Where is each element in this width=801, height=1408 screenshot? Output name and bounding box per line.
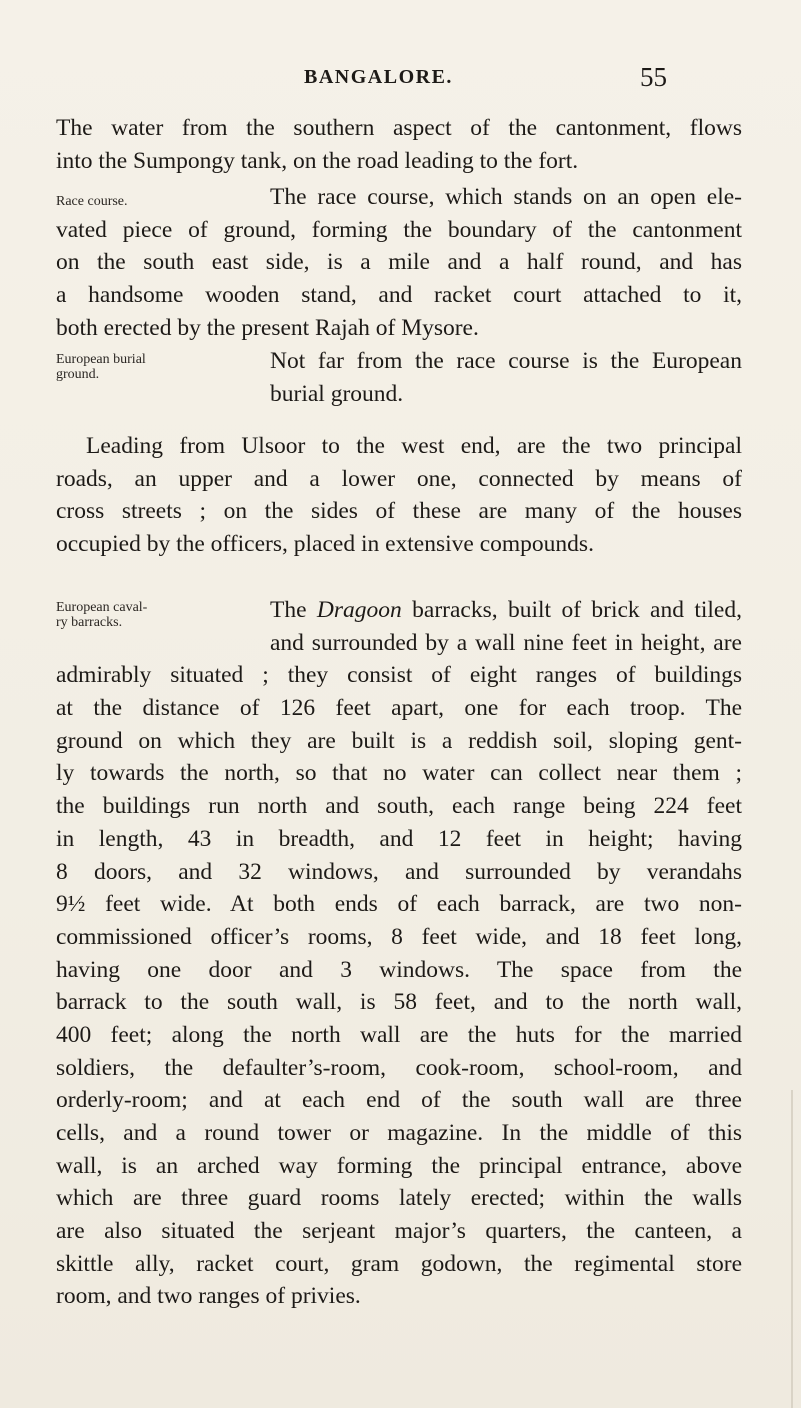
text-line: Not far from the race course is the European [270,348,742,374]
margin-note-line: European caval- [56,600,148,615]
text-line: The race course, which stands on an open ele- [270,184,742,210]
margin-note-line: ground. [56,367,100,382]
margin-note-line: European burial [56,352,146,367]
text-line: commissioned officer’s rooms, 8 feet wide, and 18 feet long, [56,923,742,950]
text-line: both erected by the present Rajah of Mysore. [56,314,479,341]
text-line: orderly-room; and at each end of the south wall are three [56,1087,742,1114]
text-line: roads, an upper and a lower one, connected by means of [56,465,742,492]
text-line: ground on which they are built is a reddish soil, sloping gent- [56,727,742,754]
text-line: occupied by the officers, placed in extensive compounds. [56,531,594,558]
text-line: in length, 43 in breadth, and 12 feet in height; having [56,825,742,852]
text-line: 8 doors, and 32 windows, and surrounded by verandahs [56,858,742,885]
paragraph-water [56,112,742,177]
text-line: are also situated the serjeant major’s quarters, the canteen, a [56,1218,742,1245]
text-line: a handsome wooden stand, and racket court attached to it, [56,282,742,309]
page-header [0,62,801,92]
text-line: wall, is an arched way forming the principal entrance, above [56,1152,742,1179]
paragraph-roads [56,430,742,561]
text-line: vated piece of ground, forming the boundary of the cantonment [56,216,742,243]
text-line: room, and two ranges of privies. [56,1283,361,1310]
text-line: having one door and 3 windows. The space from the [56,956,742,983]
italic-word: Dragoon [316,597,402,623]
text-line: barrack to the south wall, is 58 feet, and to the north wall, [56,989,742,1016]
text-line: which are three guard rooms lately erected; within the walls [56,1185,742,1212]
text-line: 400 feet; along the north wall are the huts for the married [56,1021,742,1048]
text-line: ly towards the north, so that no water can collect near them ; [56,760,742,787]
text-line: the buildings run north and south, each range being 224 feet [56,793,742,820]
text-line: into the Sumpongy tank, on the road leading to the fort. [56,147,579,174]
text-line: cells, and a round tower or magazine. In the middle of this [56,1120,742,1146]
text-line: cross streets ; on the sides of these are many of the houses [56,498,742,525]
page-number: 55 [640,62,667,92]
text-line: Leading from Ulsoor to the west end, are the two principal [86,433,742,459]
text-line: skittle ally, racket court, gram godown, the regimental store [56,1250,742,1277]
text-line: and surrounded by a wall nine feet in height, are [270,629,742,656]
page-edge-shadow [791,1090,793,1408]
text-fragment: barracks, built of brick and tiled, [401,597,742,623]
text-fragment: The [270,597,317,623]
text-line: 9½ feet wide. At both ends of each barrack, are two non- [56,891,742,918]
text-line: admirably situated ; they consist of eight ranges of buildings [56,662,742,689]
text-line: on the south east side, is a mile and a half round, and has [56,249,742,276]
margin-note-line: Race course. [56,194,128,209]
paragraph-barracks [56,594,742,1313]
text-line: The water from the southern aspect of the cantonment, flows [56,115,742,141]
text-line: at the distance of 126 feet apart, one for each troop. The [56,695,742,722]
text-line [56,594,742,627]
paragraph-race-course [56,181,742,344]
running-head: BANGALORE. [304,66,453,88]
margin-note-line: ry barracks. [56,615,123,630]
text-line: burial ground. [270,380,404,407]
text-line: soldiers, the defaulter’s-room, cook-room, school-room, and [56,1054,742,1081]
paragraph-burial-ground [56,345,742,410]
